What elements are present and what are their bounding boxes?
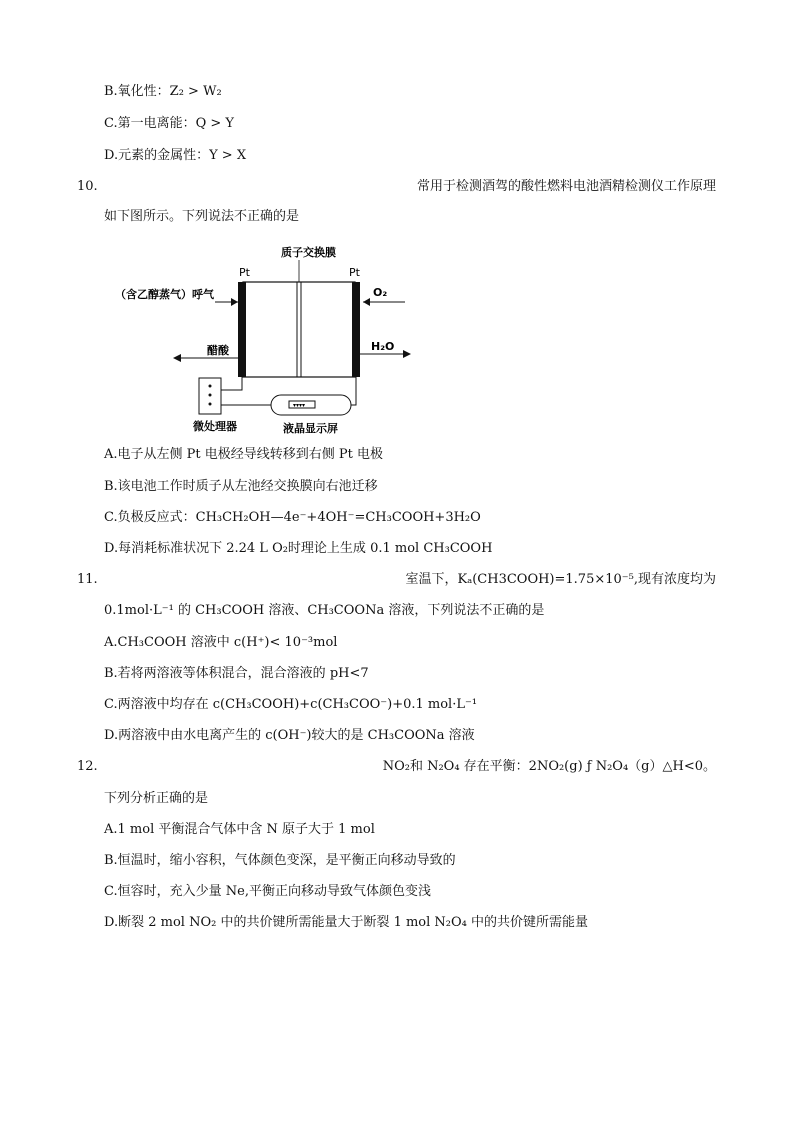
q9-option-d: D.元素的金属性：Y > X — [104, 148, 247, 163]
q11-number: 11. — [77, 572, 98, 587]
q10-number: 10. — [77, 179, 98, 194]
q12-option-a: A.1 mol 平衡混合气体中含 N 原子大于 1 mol — [104, 822, 375, 837]
right-pt-electrode — [352, 282, 360, 377]
q9-option-c: C.第一电离能：Q > Y — [104, 116, 235, 131]
q10-option-d: D.每消耗标准状况下 2.24 L O₂时理论上生成 0.1 mol CH₃COOH — [104, 541, 493, 556]
q10-option-a: A.电子从左侧 Pt 电极经导线转移到右侧 Pt 电极 — [104, 447, 383, 462]
cell-body — [243, 282, 355, 377]
q12-option-c: C.恒容时，充入少量 Ne,平衡正向移动导致气体颜色变浅 — [104, 884, 431, 899]
q10-option-c: C.负极反应式：CH₃CH₂OH—4e⁻+4OH⁻=CH₃COOH+3H₂O — [104, 510, 481, 525]
q11-option-b: B.若将两溶液等体积混合，混合溶液的 pH<7 — [104, 666, 369, 681]
acetic-arrowhead — [173, 354, 181, 362]
q11-option-a: A.CH₃COOH 溶液中 c(H⁺)< 10⁻³mol — [104, 635, 338, 650]
q12-stem-line2: 下列分析正确的是 — [104, 791, 209, 806]
q12-option-d: D.断裂 2 mol NO₂ 中的共价键所需能量大于断裂 1 mol N₂O₄ 中的共价键所需能量 — [104, 915, 589, 930]
q11-stem-line1: 室温下，Kₐ(CH3COOH)=1.75×10⁻⁵,现有浓度均为 — [405, 572, 716, 587]
q12-option-b: B.恒温时，缩小容积，气体颜色变深，是平衡正向移动导致的 — [104, 853, 456, 868]
o2-label: O₂ — [373, 286, 388, 299]
fuel-cell-diagram — [105, 240, 435, 440]
left-pt-electrode — [238, 282, 246, 377]
water-label: H₂O — [371, 340, 395, 353]
breath-arrowhead — [231, 298, 238, 306]
processor-label: 微处理器 — [193, 420, 237, 433]
q11-option-d: D.两溶液中由水电离产生的 c(OH⁻)较大的是 CH₃COONa 溶液 — [104, 728, 475, 743]
svg-text:▾▾▾▾: ▾▾▾▾ — [293, 402, 306, 409]
q10-stem-line2: 如下图所示。下列说法不正确的是 — [104, 209, 300, 224]
pt-right-label: Pt — [349, 266, 360, 279]
q12-stem-line1: NO₂和 N₂O₄ 存在平衡：2NO₂(g) ƒ N₂O₄（g）△H<0。 — [382, 759, 716, 774]
q10-stem-line1: 常用于检测酒驾的酸性燃料电池酒精检测仪工作原理 — [416, 179, 716, 194]
q12-number: 12. — [77, 759, 98, 774]
q9-option-b: B.氧化性：Z₂ > W₂ — [104, 84, 222, 99]
acetic-label: 醋酸 — [207, 344, 229, 357]
wire-left — [221, 377, 242, 390]
q10-option-b: B.该电池工作时质子从左池经交换膜向右池迁移 — [104, 479, 378, 494]
o2-arrowhead — [363, 298, 370, 306]
q11-stem-line2: 0.1mol·L⁻¹ 的 CH₃COOH 溶液、CH₃COONa 溶液，下列说法不正确的是 — [104, 603, 545, 618]
wire-right — [351, 377, 356, 405]
membrane-label: 质子交换膜 — [281, 246, 336, 259]
water-arrowhead — [403, 350, 411, 358]
breath-label: （含乙醇蒸气）呼气 — [115, 288, 214, 301]
pt-left-label: Pt — [239, 266, 250, 279]
lcd-label: 液晶显示屏 — [283, 422, 338, 435]
q11-option-c: C.两溶液中均存在 c(CH₃COOH)+c(CH₃COO⁻)+0.1 mol·L⁻¹ — [104, 697, 478, 712]
